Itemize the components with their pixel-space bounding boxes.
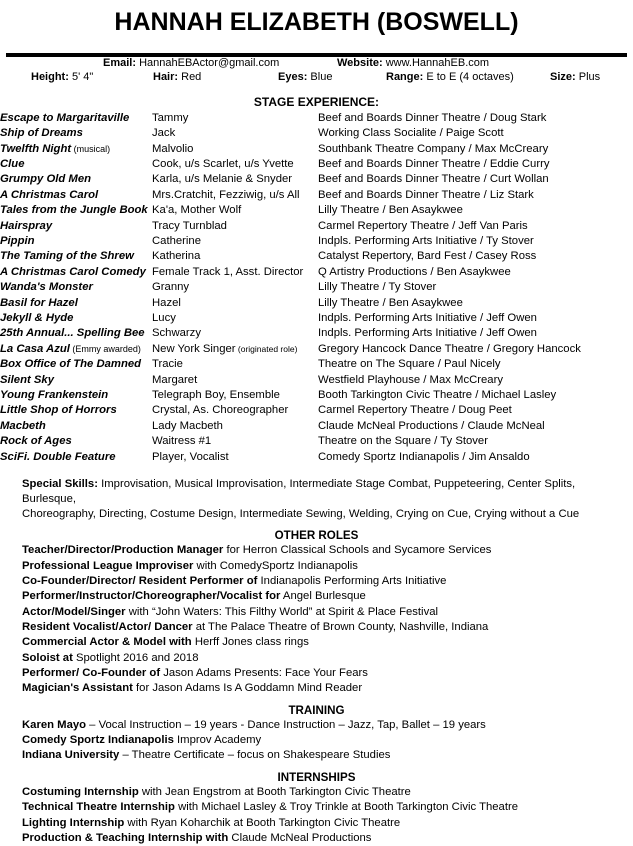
other-role-item-detail: Herff Jones class rings bbox=[191, 636, 309, 649]
internships-heading: INTERNSHIPS bbox=[277, 770, 356, 784]
credit-role: Malvolio bbox=[152, 142, 194, 155]
credit-company-director: Carmel Repertory Theatre / Doug Peet bbox=[318, 404, 512, 417]
other-role-item-title: Actor/Model/Singer bbox=[22, 605, 126, 618]
other-role-item-title: Magician's Assistant bbox=[22, 682, 133, 695]
credit-role: Karla, u/s Melanie & Snyder bbox=[152, 173, 293, 186]
table-row bbox=[0, 111, 633, 126]
other-role-item-detail: Jason Adams Presents: Face Your Fears bbox=[160, 667, 368, 680]
vital-website-label: Website: bbox=[337, 56, 383, 69]
credit-role: Catherine bbox=[152, 235, 201, 247]
table-row bbox=[0, 249, 633, 264]
credit-role: Player, Vocalist bbox=[152, 450, 229, 463]
other-role-item-detail: Angel Burlesque bbox=[280, 590, 366, 603]
credit-show-title: Little Shop of Horrors bbox=[0, 404, 117, 417]
vital-size bbox=[550, 71, 600, 85]
table-row bbox=[0, 234, 633, 249]
table-row bbox=[0, 157, 633, 172]
credit-show-title: Twelfth Night (musical) bbox=[0, 142, 111, 155]
table-row bbox=[0, 172, 633, 187]
vital-height-label: Height: bbox=[31, 70, 69, 83]
other-role-item-title: Co-Founder/Director/ Resident Performer of bbox=[22, 574, 258, 587]
internship-item-title: Costuming Internship bbox=[22, 785, 139, 798]
table-row bbox=[0, 296, 633, 311]
credit-company-director: Lilly Theatre / Ben Asaykwee bbox=[318, 204, 463, 217]
training-item bbox=[22, 718, 633, 733]
credit-company-director: Booth Tarkington Civic Theatre / Michael Lasley bbox=[318, 389, 557, 402]
table-row bbox=[0, 203, 633, 218]
table-row bbox=[0, 434, 633, 449]
other-role-item-detail: for Herron Classical Schools and Sycamore Services bbox=[223, 544, 492, 557]
credit-role: Crystal, As. Choreographer bbox=[152, 404, 289, 417]
other-role-item bbox=[22, 681, 633, 696]
other-role-item bbox=[22, 605, 633, 620]
credit-show-title: Tales from the Jungle Book bbox=[0, 204, 148, 217]
special-skills-line-2: Choreography, Directing, Costume Design, Intermediate Sewing, Welding, Crying on Cue, Crying without a Cue bbox=[22, 508, 580, 521]
vital-eyes-value: Blue bbox=[310, 70, 333, 83]
table-row bbox=[0, 326, 633, 341]
vital-hair bbox=[153, 71, 201, 85]
internship-item-title: Production & Teaching Internship with bbox=[22, 831, 229, 844]
credit-company-director: Comedy Sportz Indianapolis / Jim Ansaldo bbox=[318, 450, 530, 463]
internship-item bbox=[22, 831, 633, 846]
credit-company-director: Beef and Boards Dinner Theatre / Liz Stark bbox=[318, 188, 534, 201]
credit-role: Hazel bbox=[152, 296, 181, 309]
table-row bbox=[0, 357, 633, 372]
other-role-item-detail: at The Palace Theatre of Brown County, Nashville, Indiana bbox=[192, 620, 489, 633]
training-item-detail: – Vocal Instruction – 19 years - Dance Instruction – Jazz, Tap, Ballet – 19 years bbox=[86, 718, 486, 731]
table-row bbox=[0, 388, 633, 403]
other-role-item bbox=[22, 620, 633, 635]
training-item-title: Comedy Sportz Indianapolis bbox=[22, 734, 174, 747]
credit-show-title: The Taming of the Shrew bbox=[0, 250, 134, 263]
credit-show-title: SciFi. Double Feature bbox=[0, 450, 116, 463]
table-row bbox=[0, 373, 633, 388]
other-role-item-title: Resident Vocalist/Actor/ Dancer bbox=[22, 620, 193, 633]
table-row bbox=[0, 265, 633, 280]
other-role-item-title: Teacher/Director/Production Manager bbox=[22, 544, 224, 557]
table-row bbox=[0, 188, 633, 203]
credit-company-director: Beef and Boards Dinner Theatre / Curt Wollan bbox=[318, 173, 549, 186]
vital-size-value: Plus bbox=[578, 70, 601, 83]
internship-item bbox=[22, 816, 633, 831]
vital-hair-value: Red bbox=[181, 70, 202, 83]
credit-show-title: Macbeth bbox=[0, 419, 46, 432]
table-row bbox=[0, 142, 633, 157]
vital-height-value: 5' 4" bbox=[71, 70, 94, 83]
vitals-block bbox=[0, 57, 633, 94]
other-role-item bbox=[22, 635, 633, 650]
credit-show-title: Hairspray bbox=[0, 219, 53, 232]
other-role-item bbox=[22, 543, 633, 558]
training-item-title: Karen Mayo bbox=[22, 718, 87, 731]
internship-item-detail: with Ryan Koharchik at Booth Tarkington Civic Theatre bbox=[124, 816, 401, 829]
vital-size-label: Size: bbox=[550, 70, 576, 83]
internship-item bbox=[22, 800, 633, 815]
credit-role: Female Track 1, Asst. Director bbox=[152, 265, 304, 278]
table-row bbox=[0, 419, 633, 434]
credit-show-title: Clue bbox=[0, 157, 25, 170]
training-item bbox=[22, 748, 633, 763]
special-skills bbox=[0, 477, 633, 522]
other-role-item bbox=[22, 589, 633, 604]
credit-role: New York Singer (originated role) bbox=[152, 342, 298, 355]
credit-company-director: Westfield Playhouse / Max McCreary bbox=[318, 373, 503, 386]
vital-range-value: E to E (4 octaves) bbox=[426, 70, 514, 83]
other-roles-list bbox=[0, 543, 633, 697]
credit-role: Tracie bbox=[152, 358, 183, 371]
internship-item-detail: with Jean Engstrom at Booth Tarkington Civic Theatre bbox=[138, 785, 411, 798]
credit-company-director: Indpls. Performing Arts Initiative / Jeff Owen bbox=[318, 312, 537, 325]
other-role-item-detail: for Jason Adams Is A Goddamn Mind Reader bbox=[132, 682, 363, 695]
credit-show-title: Young Frankenstein bbox=[0, 389, 109, 402]
credit-company-director: Theatre on The Square / Paul Nicely bbox=[318, 358, 501, 371]
vital-website-value: www.HannahEB.com bbox=[385, 56, 490, 69]
credit-show-title: Basil for Hazel bbox=[0, 296, 78, 309]
vital-range-label: Range: bbox=[386, 70, 424, 83]
credit-company-director: Indpls. Performing Arts Initiative / Jeff Owen bbox=[318, 327, 537, 340]
credit-show-note: (Emmy awarded) bbox=[69, 343, 141, 354]
credit-role: Schwarzy bbox=[152, 327, 201, 340]
credit-company-director: Lilly Theatre / Ty Stover bbox=[318, 281, 437, 294]
credit-company-director: Catalyst Repertory, Bard Fest / Casey Ross bbox=[318, 250, 537, 263]
training-item-detail: Improv Academy bbox=[173, 734, 262, 747]
internship-item-title: Technical Theatre Internship bbox=[22, 801, 175, 814]
credit-role: Mrs.Cratchit, Fezziwig, u/s All bbox=[152, 188, 300, 201]
other-role-item-title: Performer/ Co-Founder of bbox=[22, 667, 161, 680]
other-role-item bbox=[22, 651, 633, 666]
credit-role: Tracy Turnblad bbox=[152, 219, 227, 232]
vital-email bbox=[103, 57, 279, 71]
other-role-item bbox=[22, 574, 633, 589]
credit-show-title: Silent Sky bbox=[0, 373, 54, 386]
credit-role: Jack bbox=[152, 127, 176, 140]
other-role-item bbox=[22, 559, 633, 574]
credit-company-director: Carmel Repertory Theatre / Jeff Van Paris bbox=[318, 219, 528, 232]
credit-show-title: A Christmas Carol bbox=[0, 188, 99, 201]
training-item-title: Indiana University bbox=[22, 749, 120, 762]
credit-company-director: Theatre on the Square / Ty Stover bbox=[318, 435, 488, 448]
table-row bbox=[0, 126, 633, 141]
credit-company-director: Gregory Hancock Dance Theatre / Gregory Hancock bbox=[318, 342, 581, 355]
credit-company-director: Q Artistry Productions / Ben Asaykwee bbox=[318, 265, 511, 278]
special-skills-label: Special Skills: bbox=[22, 478, 98, 491]
credit-company-director: Beef and Boards Dinner Theatre / Doug Stark bbox=[318, 111, 547, 124]
credit-show-title: Wanda's Monster bbox=[0, 281, 93, 294]
internships-list bbox=[0, 785, 633, 846]
credit-company-director: Claude McNeal Productions / Claude McNeal bbox=[318, 419, 545, 432]
internship-item-title: Lighting Internship bbox=[22, 816, 125, 829]
table-row bbox=[0, 403, 633, 418]
credit-show-title: A Christmas Carol Comedy bbox=[0, 265, 146, 278]
vital-website bbox=[337, 57, 489, 71]
training-list bbox=[0, 718, 633, 764]
other-role-item bbox=[22, 666, 633, 681]
internship-item-detail: with Michael Lasley & Troy Trinkle at Booth Tarkington Civic Theatre bbox=[174, 801, 519, 814]
credit-role: Lucy bbox=[152, 312, 176, 325]
other-role-item-title: Soloist at bbox=[22, 651, 73, 664]
credit-show-title: Ship of Dreams bbox=[0, 127, 83, 140]
table-row bbox=[0, 311, 633, 326]
training-heading: TRAINING bbox=[288, 703, 345, 717]
credit-role-note: (originated role) bbox=[235, 343, 298, 354]
credit-role: Katherina bbox=[152, 250, 201, 263]
credit-show-title: La Casa Azul (Emmy awarded) bbox=[0, 342, 141, 355]
credit-show-title: Grumpy Old Men bbox=[0, 173, 92, 186]
other-role-item-detail: Indianapolis Performing Arts Initiative bbox=[257, 574, 447, 587]
other-role-item-detail: with ComedySportz Indianapolis bbox=[193, 559, 358, 572]
credit-show-title: 25th Annual... Spelling Bee bbox=[0, 327, 145, 340]
credit-company-director: Indpls. Performing Arts Initiative / Ty Stover bbox=[318, 235, 534, 247]
special-skills-line-1: Improvisation, Musical Improvisation, Intermediate Stage Combat, Puppeteering, Center Splits, Burlesque, bbox=[22, 478, 576, 506]
table-row bbox=[0, 219, 633, 234]
credit-show-title: Rock of Ages bbox=[0, 435, 72, 448]
vital-hair-label: Hair: bbox=[153, 70, 179, 83]
credit-role: Margaret bbox=[152, 373, 198, 386]
vital-range bbox=[386, 71, 514, 85]
page-title: HANNAH ELIZABETH (BOSWELL) bbox=[114, 8, 519, 36]
credit-role: Tammy bbox=[152, 111, 189, 124]
stage-experience-heading: STAGE EXPERIENCE: bbox=[253, 94, 380, 109]
other-role-item-title: Performer/Instructor/Choreographer/Vocalist for bbox=[22, 590, 281, 603]
table-row bbox=[0, 450, 633, 465]
credit-role: Lady Macbeth bbox=[152, 419, 223, 432]
other-role-item-detail: with “John Waters: This Filthy World” at Spirit & Place Festival bbox=[125, 605, 439, 618]
credit-show-title: Box Office of The Damned bbox=[0, 358, 142, 371]
internship-item-detail: Claude McNeal Productions bbox=[228, 831, 372, 844]
vital-email-value: HannahEBActor@gmail.com bbox=[139, 56, 280, 69]
credit-role: Telegraph Boy, Ensemble bbox=[152, 389, 280, 402]
vital-height bbox=[31, 71, 93, 85]
table-row bbox=[0, 280, 633, 295]
training-item-detail: – Theatre Certificate – focus on Shakespeare Studies bbox=[119, 749, 391, 762]
credit-role: Ka'a, Mother Wolf bbox=[152, 204, 242, 217]
credit-show-title: Pippin bbox=[0, 235, 35, 247]
other-role-item-detail: Spotlight 2016 and 2018 bbox=[72, 651, 199, 664]
stage-experience-table bbox=[0, 111, 633, 465]
credit-show-note: (musical) bbox=[71, 143, 111, 154]
credit-show-title: Escape to Margaritaville bbox=[0, 111, 130, 124]
vital-eyes-label: Eyes: bbox=[278, 70, 308, 83]
credit-role: Granny bbox=[152, 281, 190, 294]
other-roles-heading: OTHER ROLES bbox=[274, 529, 359, 543]
credit-company-director: Beef and Boards Dinner Theatre / Eddie Curry bbox=[318, 157, 550, 170]
credit-company-director: Working Class Socialite / Paige Scott bbox=[318, 127, 504, 140]
credit-company-director: Southbank Theatre Company / Max McCreary bbox=[318, 142, 549, 155]
internship-item bbox=[22, 785, 633, 800]
credit-show-title: Jekyll & Hyde bbox=[0, 312, 74, 325]
credit-role: Cook, u/s Scarlet, u/s Yvette bbox=[152, 157, 294, 170]
table-row bbox=[0, 342, 633, 357]
vital-email-label: Email: bbox=[103, 56, 137, 69]
other-role-item-title: Professional League Improviser bbox=[22, 559, 194, 572]
credit-company-director: Lilly Theatre / Ben Asaykwee bbox=[318, 296, 463, 309]
credit-role: Waitress #1 bbox=[152, 435, 212, 448]
training-item bbox=[22, 733, 633, 748]
other-role-item-title: Commercial Actor & Model with bbox=[22, 636, 192, 649]
vital-eyes bbox=[278, 71, 332, 85]
